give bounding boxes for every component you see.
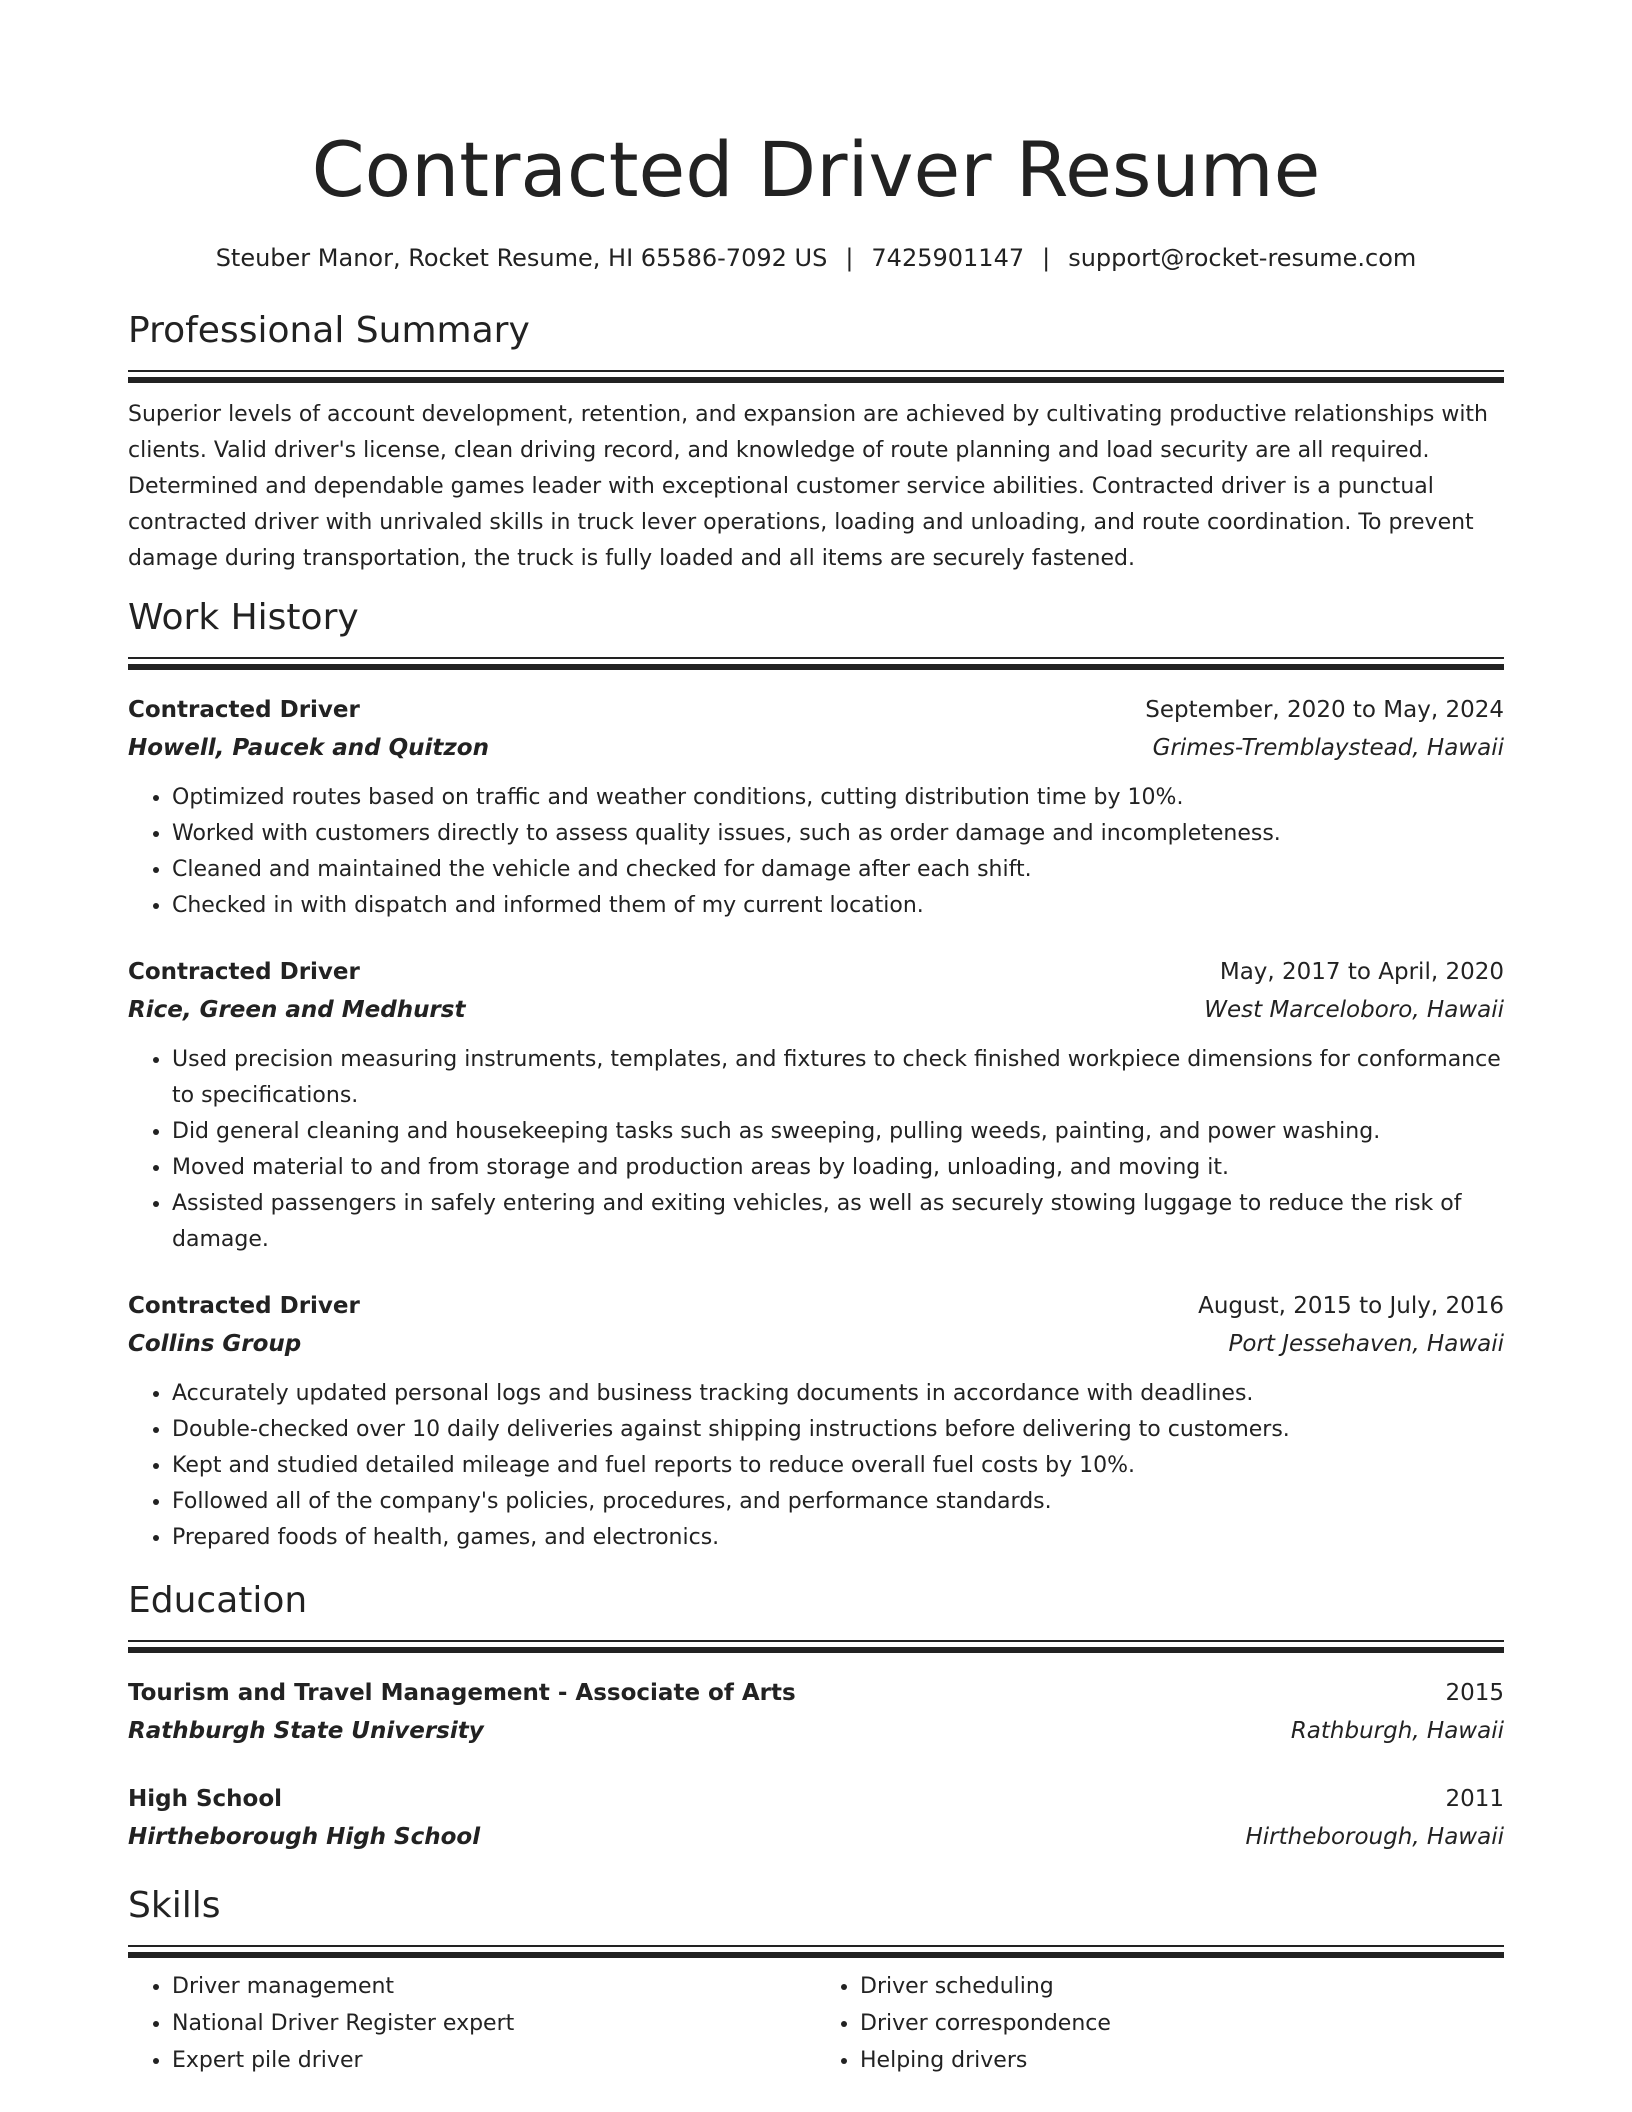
education-year: 2011 [1445, 1786, 1504, 1812]
summary-heading: Professional Summary [128, 310, 530, 351]
list-item: • Driver management [172, 1968, 816, 2005]
job-title: Contracted Driver [128, 1293, 360, 1319]
skills-heading: Skills [128, 1885, 221, 1926]
list-item: • Moved material to and from storage and production areas by loading, unloading, and moving it. [172, 1150, 1504, 1186]
education-degree: Tourism and Travel Management - Associate of Arts [128, 1680, 796, 1706]
contact-separator: | [1042, 244, 1051, 272]
education-entry [128, 1675, 1504, 1751]
skills-section [128, 1883, 1504, 2079]
job-title: Contracted Driver [128, 697, 360, 723]
skills-list-right [816, 1968, 1504, 2079]
section-divider [128, 370, 1504, 383]
list-item: • Expert pile driver [172, 2042, 816, 2079]
skills-list-left [128, 1968, 816, 2079]
job-bullets [128, 1376, 1504, 1556]
list-item: • Worked with customers directly to assess quality issues, such as order damage and incompleteness. [172, 816, 1504, 852]
job-bullets [128, 1042, 1504, 1258]
education-year: 2015 [1445, 1680, 1504, 1706]
work-history-section [128, 595, 1504, 1556]
job-entry [128, 1288, 1504, 1556]
list-item: • Prepared foods of health, games, and electronics. [172, 1520, 1504, 1556]
education-entry [128, 1781, 1504, 1857]
list-item: • Followed all of the company's policies, procedures, and performance standards. [172, 1484, 1504, 1520]
section-divider [128, 1945, 1504, 1958]
contact-separator: | [845, 244, 854, 272]
list-item: • Helping drivers [860, 2042, 1504, 2079]
education-school: Hirtheborough High School [128, 1824, 481, 1850]
list-item: • Kept and studied detailed mileage and fuel reports to reduce overall fuel costs by 10%. [172, 1448, 1504, 1484]
list-item: • National Driver Register expert [172, 2005, 816, 2042]
list-item: • Did general cleaning and housekeeping tasks such as sweeping, pulling weeds, painting, and power washing. [172, 1114, 1504, 1150]
contact-email: support@rocket-resume.com [1068, 244, 1417, 272]
job-dates: May, 2017 to April, 2020 [1219, 959, 1504, 985]
job-company: Rice, Green and Medhurst [128, 997, 466, 1023]
resume-title: Contracted Driver Resume [311, 125, 1321, 214]
contact-line [128, 242, 1504, 274]
job-dates: September, 2020 to May, 2024 [1145, 697, 1504, 723]
job-location: Port Jessehaven, Hawaii [1228, 1331, 1504, 1357]
list-item: • Accurately updated personal logs and business tracking documents in accordance with deadlines. [172, 1376, 1504, 1412]
section-divider [128, 1640, 1504, 1653]
list-item: • Checked in with dispatch and informed them of my current location. [172, 888, 1504, 924]
list-item: • Used precision measuring instruments, templates, and fixtures to check finished workpiece dimensions for conformance to specifications. [172, 1042, 1504, 1114]
job-title: Contracted Driver [128, 959, 360, 985]
education-degree: High School [128, 1786, 283, 1812]
job-company: Collins Group [128, 1331, 302, 1357]
job-company: Howell, Paucek and Quitzon [128, 735, 489, 761]
contact-phone: 7425901147 [871, 244, 1025, 272]
education-school: Rathburgh State University [128, 1718, 484, 1744]
job-location: Grimes-Tremblaystead, Hawaii [1152, 735, 1504, 761]
list-item: • Cleaned and maintained the vehicle and checked for damage after each shift. [172, 852, 1504, 888]
contact-address: Steuber Manor, Rocket Resume, HI 65586-7092 US [215, 244, 828, 272]
section-divider [128, 657, 1504, 670]
list-item: • Optimized routes based on traffic and weather conditions, cutting distribution time by 10%. [172, 780, 1504, 816]
education-location: Hirtheborough, Hawaii [1245, 1824, 1504, 1850]
job-bullets [128, 780, 1504, 924]
job-location: West Marceloboro, Hawaii [1204, 997, 1504, 1023]
list-item: • Driver scheduling [860, 1968, 1504, 2005]
job-entry [128, 954, 1504, 1258]
job-dates: August, 2015 to July, 2016 [1198, 1293, 1504, 1319]
education-section [128, 1578, 1504, 1857]
education-location: Rathburgh, Hawaii [1290, 1718, 1504, 1744]
education-heading: Education [128, 1580, 308, 1621]
list-item: • Double-checked over 10 daily deliveries against shipping instructions before delivering to customers. [172, 1412, 1504, 1448]
resume-page [128, 0, 1504, 2079]
list-item: • Assisted passengers in safely entering and exiting vehicles, as well as securely stowing luggage to reduce the risk of damage. [172, 1186, 1504, 1258]
summary-section [128, 308, 1504, 577]
list-item: • Driver correspondence [860, 2005, 1504, 2042]
summary-text: Superior levels of account development, retention, and expansion are achieved by cultivating productive relationships with clients. Valid driver's license, clean driving record, and knowledge of route planning and load security are all required. Determined and dependable games leader with exceptional customer service abilities. Contracted driver is a punctual contracted driver with unrivaled skills in truck lever operations, loading and unloading, and route coordination. To prevent damage during transportation, the truck is fully loaded and all items are securely fastened. [128, 402, 1489, 571]
job-entry [128, 692, 1504, 924]
skills-columns [128, 1968, 1504, 2079]
work-history-heading: Work History [128, 597, 359, 638]
